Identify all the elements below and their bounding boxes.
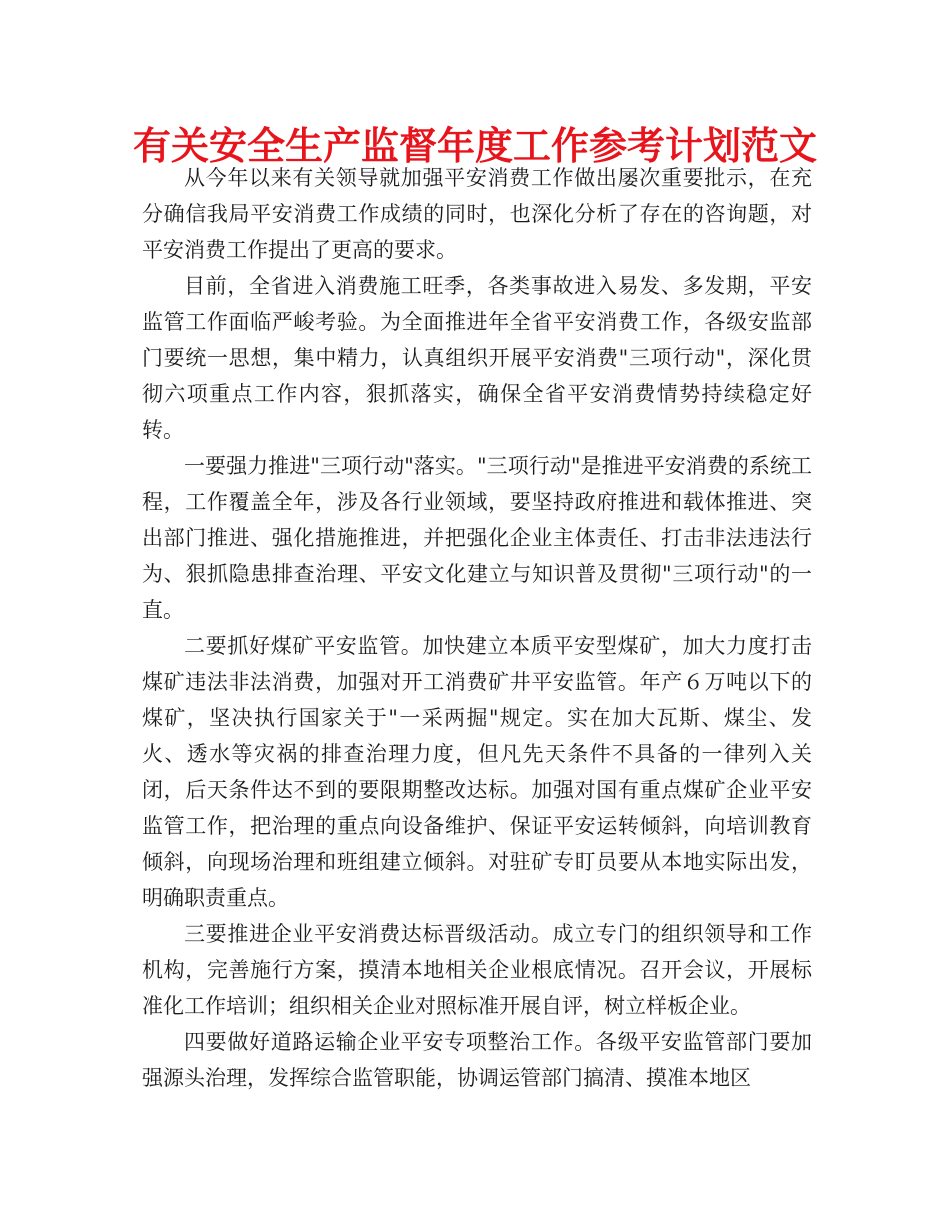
document-title: 有关安全生产监督年度工作参考计划范文 [132,124,817,168]
document-body [142,160,812,1096]
paragraph-4: 二要抓好煤矿平安监管。加快建立本质平安型煤矿，加大力度打击煤矿违法非法消费，加强对开工消费矿井平安监管。年产６万吨以下的煤矿，坚决执行国家关于"一采两掘"规定。实在加大瓦斯、煤尘、发火、透水等灾祸的排查治理力度，但凡先天条件不具备的一律列入关闭，后天条件达不到的要限期整改达标。加强对国有重点煤矿企业平安监管工作，把治理的重点向设备维护、保证平安运转倾斜，向培训教育倾斜，向现场治理和班组建立倾斜。对驻矿专盯员要从本地实际出发，明确职责重点。 [142,634,812,910]
paragraph-3: 一要强力推进"三项行动"落实。"三项行动"是推进平安消费的系统工程，工作覆盖全年，涉及各行业领域，要坚持政府推进和载体推进、突出部门推进、强化措施推进，并把强化企业主体责任、打击非法违法行为、狠抓隐患排查治理、平安文化建立与知识普及贯彻"三项行动"的一直。 [142,454,812,622]
paragraph-1: 从今年以来有关领导就加强平安消费工作做出屡次重要批示，在充分确信我局平安消费工作成绩的同时，也深化分析了存在的咨询题，对平安消费工作提出了更高的要求。 [142,166,812,262]
paragraph-2: 目前，全省进入消费施工旺季，各类事故进入易发、多发期，平安监管工作面临严峻考验。为全面推进年全省平安消费工作，各级安监部门要统一思想，集中精力，认真组织开展平安消费"三项行动"，深化贯彻六项重点工作内容，狠抓落实，确保全省平安消费情势持续稳定好转。 [142,274,812,442]
paragraph-6: 四要做好道路运输企业平安专项整治工作。各级平安监管部门要加强源头治理，发挥综合监管职能，协调运管部门搞清、摸准本地区 [142,1030,812,1090]
paragraph-5: 三要推进企业平安消费达标晋级活动。成立专门的组织领导和工作机构，完善施行方案，摸清本地相关企业根底情况。召开会议，开展标准化工作培训；组织相关企业对照标准开展自评，树立样板企业。 [142,922,812,1018]
